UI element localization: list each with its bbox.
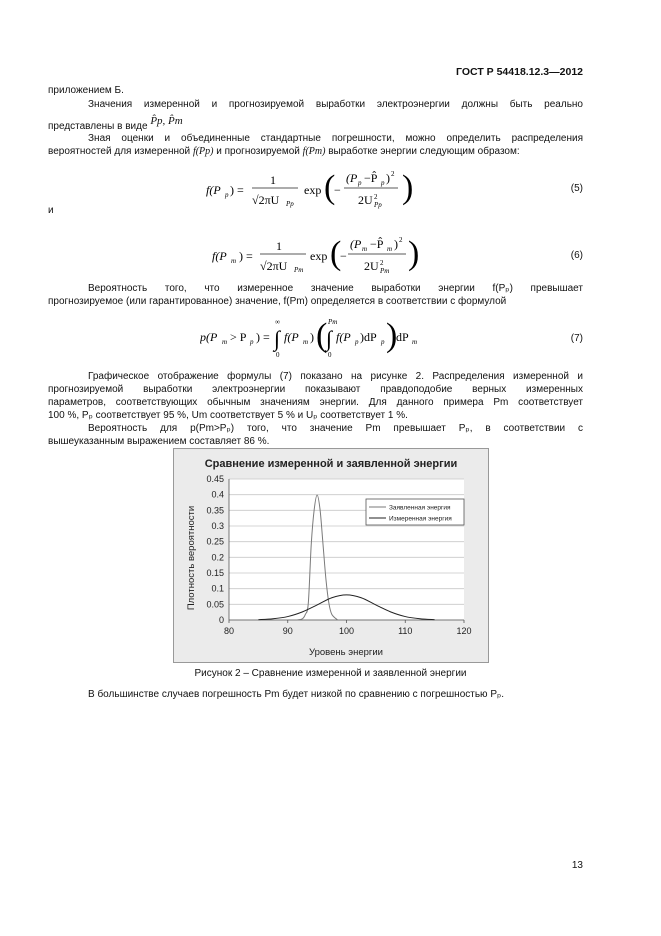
equation-number-5: (5) [570, 183, 583, 194]
paragraph-graphic-line4: 100 %, Pₚ соответствует 95 %, Um соответствует 5 % и Uₚ соответствует 1 %. [48, 410, 408, 421]
x-tick-label-2: 100 [338, 626, 355, 636]
svg-text:(P: (P [346, 171, 358, 185]
y-tick-label-9: 0.45 [206, 474, 224, 484]
svg-text:2: 2 [399, 236, 403, 244]
svg-text:∫: ∫ [326, 326, 333, 351]
svg-text:dP: dP [396, 330, 409, 344]
figure-caption: Рисунок 2 – Сравнение измеренной и заявленной энергии [194, 668, 467, 679]
svg-text:Pp: Pp [286, 200, 294, 208]
page-number: 13 [571, 860, 583, 871]
svg-text:−P̂: −P̂ [364, 171, 378, 185]
svg-text:p: p [358, 179, 362, 187]
svg-text:∫: ∫ [274, 326, 281, 351]
paragraph-estimates-line2 [48, 145, 520, 158]
svg-text:) =: ) = [230, 183, 244, 197]
x-tick-label-3: 110 [398, 626, 413, 636]
svg-text:p: p [381, 179, 385, 187]
conjunction-and: и [48, 205, 54, 216]
legend-label-1: Измеренная энергия [389, 515, 452, 523]
svg-text:> P: > P [230, 330, 247, 344]
equation-number-6: (6) [570, 250, 583, 261]
svg-text:2: 2 [380, 259, 384, 267]
svg-text:exp: exp [304, 183, 322, 197]
inline-f-pm: f(Pm) [302, 146, 326, 157]
y-tick-label-3: 0.15 [206, 568, 224, 578]
svg-text:1: 1 [276, 239, 282, 253]
formula-5 [206, 164, 421, 218]
svg-text:∞: ∞ [275, 318, 280, 326]
svg-text:): ) [408, 235, 420, 272]
svg-text:Pm: Pm [294, 266, 304, 274]
estimates-text-c: выработке энергии следующим образом: [328, 146, 520, 157]
svg-text:(: ( [324, 169, 336, 206]
svg-text:exp: exp [310, 249, 328, 263]
svg-text:(: ( [316, 317, 328, 354]
paragraph-estimates-line1: Зная оценки и объединенные стандартные погрешности, можно определить распределения [88, 133, 583, 144]
formula-6-graphic [212, 230, 422, 280]
svg-text:(: ( [330, 235, 342, 272]
svg-text:Pp: Pp [374, 201, 382, 209]
svg-text:−: − [334, 183, 341, 197]
paragraph-final: В большинстве случаев погрешность Pm будет низкой по сравнению с погрешностью Pₚ. [88, 689, 505, 700]
svg-text:): ) [394, 237, 398, 251]
svg-text:f(P: f(P [212, 249, 227, 263]
svg-text:Pm: Pm [380, 267, 390, 275]
svg-text:) =: ) = [239, 249, 253, 263]
estimates-text-a: вероятностей для измеренной [48, 146, 191, 157]
svg-text:m: m [362, 245, 368, 253]
paragraph-result-line1: Вероятность для p(Pm>Pₚ) того, что значение Pm превышает Pₚ, в соответствии с [88, 423, 583, 434]
paragraph-probability-line2: прогнозируемое (или гарантированное) значение, f(Pm) определяется в соответствии с формулой [48, 296, 507, 307]
svg-text:0: 0 [276, 351, 280, 359]
svg-text:√2πU: √2πU [252, 193, 280, 207]
y-tick-label-8: 0.4 [211, 489, 224, 500]
svg-text:2U: 2U [358, 193, 373, 207]
svg-text:): ) [402, 169, 414, 206]
svg-text:p(P: p(P [200, 330, 218, 344]
svg-text:): ) [386, 317, 398, 354]
y-tick-label-6: 0.3 [211, 521, 224, 531]
svg-text:2U: 2U [364, 259, 379, 273]
inline-formula-estimates: P̂p, P̂m [150, 115, 183, 127]
values-text: представлены в виде [48, 121, 148, 132]
inline-f-pp: f(Pp) [192, 146, 214, 157]
x-tick-label-4: 120 [456, 626, 472, 636]
formula-5-graphic [206, 164, 421, 214]
formula-7-graphic [200, 312, 420, 362]
svg-text:m: m [412, 338, 418, 346]
chart-container [173, 448, 489, 663]
legend-label-0: Заявленная энергия [389, 504, 451, 512]
standard-code: ГОСТ Р 54418.12.3—2012 [456, 66, 583, 78]
svg-text:√2πU: √2πU [260, 259, 288, 273]
chart-title: Сравнение измеренной и заявленной энергии [204, 458, 458, 470]
chart-ylabel: Плотность вероятности [186, 505, 197, 611]
paragraph-graphic-line1: Графическое отображение формулы (7) показано на рисунке 2. Распределения измеренной и [88, 371, 583, 382]
y-tick-label-4: 0.2 [211, 552, 224, 563]
svg-text:p: p [250, 338, 254, 346]
svg-text:) =: ) = [256, 330, 270, 344]
paragraph-probability-line1: Вероятность того, что измеренное значение выработки энергии f(Pₚ) превышает [88, 283, 583, 294]
y-tick-label-7: 0.35 [206, 505, 224, 516]
y-tick-label-0: 0 [218, 615, 224, 625]
svg-text:f(P: f(P [206, 183, 221, 197]
svg-text:f(P: f(P [336, 330, 351, 344]
svg-text:p: p [355, 338, 359, 346]
paragraph-result-line2: вышеуказанным выражением составляет 86 %. [48, 436, 270, 447]
svg-text:−P̂: −P̂ [370, 237, 384, 251]
svg-text:m: m [222, 338, 228, 346]
chart-svg [174, 449, 488, 662]
estimates-text-b: и прогнозируемой [216, 146, 300, 157]
x-tick-label-1: 90 [282, 626, 293, 636]
svg-text:p: p [225, 191, 229, 199]
svg-text:m: m [303, 338, 309, 346]
y-tick-label-5: 0.25 [206, 536, 224, 547]
svg-text:): ) [386, 171, 390, 185]
svg-text:): ) [310, 330, 314, 344]
paragraph-appendix: приложением Б. [48, 85, 124, 96]
formula-6 [212, 230, 422, 284]
paragraph-values-line1: Значения измеренной и прогнозируемой выработки электроэнергии должны быть реально [88, 99, 583, 110]
formula-7 [200, 312, 420, 366]
paragraph-graphic-line3: параметров, соответствующих обычным значениям энергии. Для данного примера Pm соответствует [48, 397, 583, 408]
paragraph-graphic-line2: прогнозируемой выработки электроэнергии показывают правдоподобие верных измеренных [48, 384, 583, 395]
equation-number-7: (7) [570, 333, 583, 344]
svg-text:Pm: Pm [328, 318, 338, 326]
x-tick-label-0: 80 [223, 626, 235, 636]
svg-text:2: 2 [374, 193, 378, 201]
svg-text:f(P: f(P [284, 330, 299, 344]
y-tick-label-1: 0.05 [206, 599, 224, 610]
svg-text:m: m [231, 257, 237, 265]
svg-text:0: 0 [328, 351, 332, 359]
svg-text:(P: (P [350, 237, 362, 251]
svg-text:1: 1 [270, 173, 276, 187]
chart-xlabel: Уровень энергии [309, 647, 383, 658]
svg-text:2: 2 [391, 170, 395, 178]
svg-text:p: p [381, 338, 385, 346]
y-tick-label-2: 0.1 [211, 583, 224, 594]
svg-text:)dP: )dP [360, 330, 377, 344]
svg-text:−: − [340, 249, 347, 263]
svg-text:m: m [387, 245, 393, 253]
